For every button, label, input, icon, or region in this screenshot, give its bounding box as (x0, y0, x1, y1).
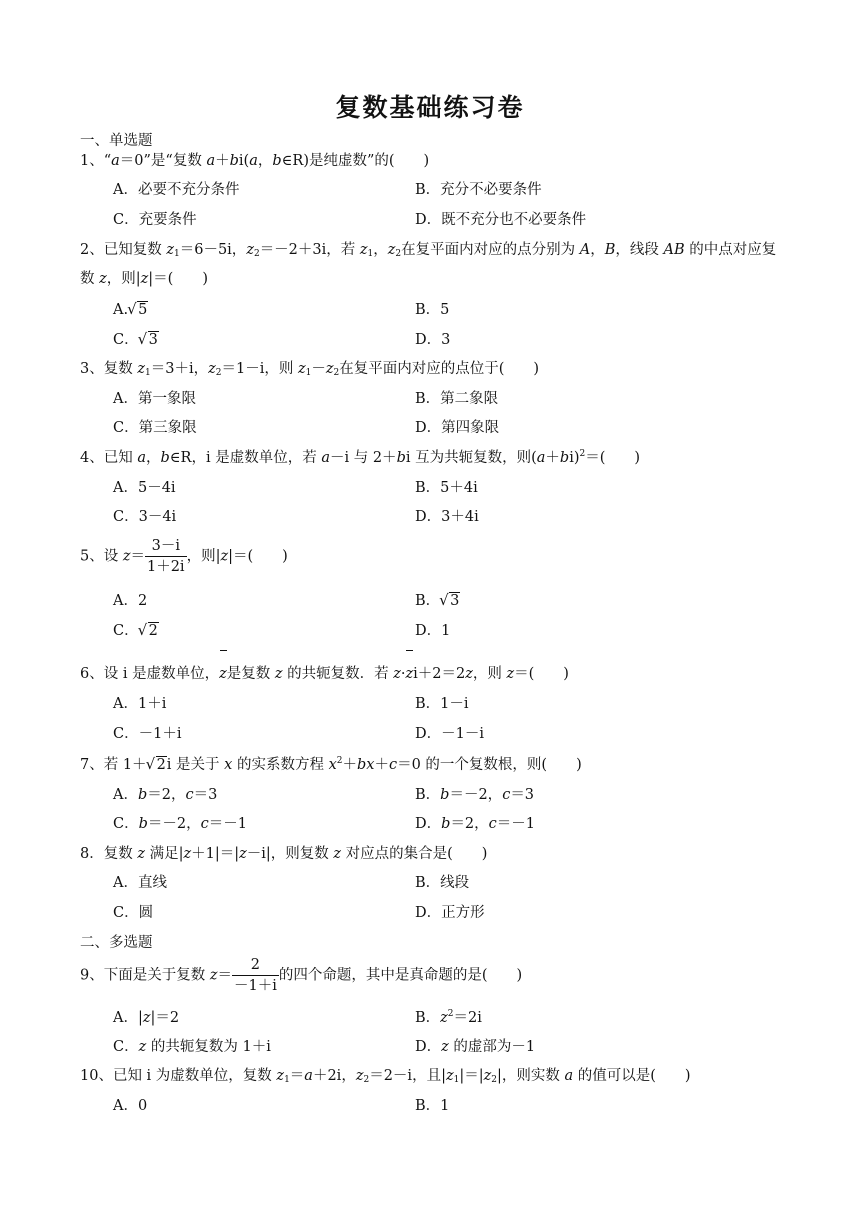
question-3-option-d[interactable]: D．第四象限 (415, 420, 500, 436)
question-7-option-a[interactable]: A．b＝2，c＝3 (113, 787, 218, 803)
question-5-option-b[interactable] (415, 591, 460, 611)
question-1-stem: 1、“a＝0”是“复数 a＋bi(a，b∈R)是纯虚数”的( ) (80, 153, 430, 169)
question-3-option-c[interactable]: C．第三象限 (113, 420, 197, 436)
question-7-stem: 7、若 1＋√ 2i 是关于 x 的实系数方程 $x^2+bx+c=0$ 的一个复数根，则( ) (80, 755, 582, 775)
question-10-option-b[interactable]: B．1 (415, 1098, 450, 1114)
question-4-option-b[interactable]: B．5＋4i (415, 480, 478, 496)
question-3-stem: 3、复数 $z_1=3+i$，$z_2=1-i$，则 $z_1-z_2$在复平面内对应的点位于( ) (80, 361, 540, 378)
question-3-option-b[interactable]: B．第二象限 (415, 391, 499, 407)
question-1-option-a[interactable]: A．必要不充分条件 (113, 182, 240, 198)
question-6-stem: 6、设 i 是虚数单位，z是复数 z 的共轭复数．若 z·zi＋2＝2z，则 z＝( ) (80, 666, 569, 682)
fraction: $\frac{3-i}{1+2i}$ (146, 538, 185, 575)
question-8-stem: 8．复数 z 满足|z＋1|＝|z－i|，则复数 z 对应点的集合是( ) (80, 846, 488, 862)
question-3-option-a[interactable]: A．第一象限 (113, 391, 196, 407)
question-2-option-a[interactable] (113, 300, 148, 320)
question-2-stem-line-1: 2、已知复数 $z_1=6-5i$，$z_2=-2+3i$，若 $z_1$，$z_2$在复平面内对应的点分别为 A，B，线段 AB 的中点对应复 (80, 242, 777, 259)
question-9-stem: 9、下面是关于复数 z＝ $\frac{2}{-1+i}$ 的四个命题，其中是真命题的是( ) (80, 957, 523, 994)
question-2-option-b[interactable]: B．5 (415, 302, 450, 318)
question-7-option-d[interactable]: D．b＝2，c＝－1 (415, 816, 536, 832)
question-8-option-a[interactable]: A．直线 (113, 875, 167, 891)
section-heading-multiple-choice: 二、多选题 (80, 935, 153, 951)
option-label: C． (113, 623, 139, 639)
question-9-option-c[interactable]: C．z 的共轭复数为 1＋i (113, 1039, 271, 1055)
sqrt-symbol (139, 330, 159, 350)
question-4-option-d[interactable]: D．3＋4i (415, 509, 479, 525)
question-8-option-d[interactable]: D．正方形 (415, 905, 485, 921)
question-4-option-a[interactable]: A．5－4i (113, 480, 176, 496)
question-9-option-d[interactable]: D．z 的虚部为－1 (415, 1039, 536, 1055)
question-5-option-c[interactable] (113, 621, 159, 641)
option-label: B． (415, 593, 441, 609)
question-9-option-a[interactable]: A．|z|＝2 (113, 1010, 180, 1026)
radicand: 3 (450, 593, 460, 609)
question-6-option-d[interactable]: D．－1－i (415, 726, 484, 742)
question-9-option-b[interactable]: B．$z^2=2i$ (415, 1009, 482, 1026)
question-2-option-c[interactable] (113, 330, 159, 350)
question-4-stem: 4、已知 a，b∈R，i 是虚数单位，若 a－i 与 2＋bi 互为共轭复数，则$(a+bi)^2=$( ) (80, 449, 641, 466)
question-8-option-c[interactable]: C．圆 (113, 905, 154, 921)
radicand: 3 (148, 332, 158, 348)
section-heading-single-choice: 一、单选题 (80, 133, 153, 149)
question-2-option-d[interactable]: D．3 (415, 332, 451, 348)
option-label: A. (113, 302, 129, 318)
question-5-option-d[interactable]: D．1 (415, 623, 451, 639)
question-5-stem: 5、设 z＝ $\frac{3-i}{1+2i}$ ，则|z|＝( ) (80, 538, 288, 575)
fraction: $\frac{2}{-1+i}$ (233, 957, 277, 994)
sqrt-symbol (440, 591, 460, 611)
question-5-option-a[interactable]: A．2 (113, 593, 148, 609)
question-10-stem: 10、已知 i 为虚数单位，复数 $z_1=a+2i$，$z_2=2-i$，且$|z_1|=|z_2|$，则实数 a 的值可以是( ) (80, 1068, 691, 1085)
question-1-option-d[interactable]: D．既不充分也不必要条件 (415, 212, 587, 228)
sqrt-symbol (139, 621, 159, 641)
question-6-option-b[interactable]: B．1－i (415, 696, 469, 712)
question-1-option-c[interactable]: C．充要条件 (113, 212, 197, 228)
question-8-option-b[interactable]: B．线段 (415, 875, 470, 891)
radicand: 2 (148, 623, 158, 639)
question-1-option-b[interactable]: B．充分不必要条件 (415, 182, 542, 198)
radicand: 5 (138, 302, 148, 318)
option-label: C． (113, 332, 139, 348)
sqrt-symbol (128, 300, 148, 320)
question-4-option-c[interactable]: C．3－4i (113, 509, 177, 525)
question-2-stem-line-2: 数 z，则|z|＝( ) (80, 271, 208, 287)
question-6-option-a[interactable]: A．1＋i (113, 696, 167, 712)
question-6-option-c[interactable]: C．－1＋i (113, 726, 182, 742)
page-title: 复数基础练习卷 (335, 93, 525, 122)
question-7-option-c[interactable]: C．b＝－2，c＝－1 (113, 816, 247, 832)
question-10-option-a[interactable]: A．0 (113, 1098, 148, 1114)
question-7-option-b[interactable]: B．b＝－2，c＝3 (415, 787, 535, 803)
